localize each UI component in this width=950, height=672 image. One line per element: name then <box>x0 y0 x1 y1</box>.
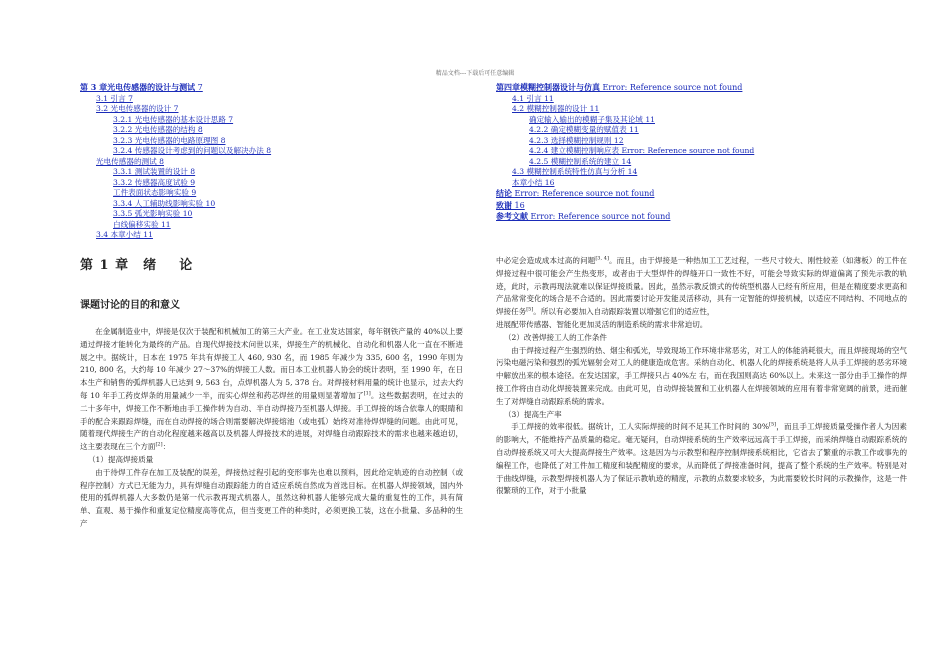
toc-entry[interactable]: 结论 Error: Reference source not found <box>496 188 655 198</box>
toc-entry[interactable]: 光电传感器的测试 8 <box>96 156 164 166</box>
toc-entry[interactable]: 3.4 本章小结 11 <box>96 230 153 239</box>
toc-entry[interactable]: 第 3 章光电传感器的设计与测试 7 <box>80 82 203 92</box>
paragraph: 由于待焊工件存在加工及装配的误差，焊接热过程引起的变形事先也难以预料，因此给定轨迹的自动控制（或程序控制）方式已无能为力，具有焊缝自动跟踪能力的自适应系统自然成为首选目标。在机器人焊接领域，国内外使用的弧焊机器人大多数仍是第一代示教再现式机器人，虽然这种机器人能够完成大量的重复性的工作，具有简单、直观、易于操作和重复定位精度高等优点，但当变更工件的种类时，必须更换工装，这在小批量、多品种的生产 <box>80 467 463 528</box>
toc-entry-title: 结论 <box>496 188 512 198</box>
subheading: （1）提高焊接质量 <box>88 454 154 464</box>
toc-entry[interactable]: 致谢 16 <box>496 199 525 210</box>
toc-entry[interactable]: 本章小结 16 <box>512 177 555 187</box>
toc-entry[interactable]: 3.2.2 光电传感器的结构 8 <box>113 125 203 134</box>
paragraph: 手工焊接的效率很低。据统计，工人实际焊接的时间不足其工作时间的 30%[5]，而且手工焊接质量受操作者人为因素的影响大，不能维持产品质量的稳定。毫无疑问，自动焊接系统的生产效率远远高于手工焊接，而采纳焊缝自动跟踪系统的自动焊接系统又可大大提高焊接生产效率。这是因为与示教型和程序控制焊接系统相比，它省去了繁重的示教工作或事先的编程工作，也降低了对工件加工精度和装配精度的要求，从而降低了焊接准备时间，提高了整个系统的生产效率。特别是对于曲线焊缝，示教型焊接机器人为了保证示教轨迹的精度，示教的点数要求较多，为此需要较长时间的示教操作，这是一件很繁琐的工作，对于小批量 <box>496 421 907 496</box>
toc-entry[interactable]: 3.2.1 光电传感器的基本设计思路 7 <box>113 114 234 124</box>
toc-entry[interactable]: 3.3.5 弧光影响实验 10 <box>113 209 193 218</box>
toc-entry[interactable]: 确定输入输出的模糊子集及其论域 11 <box>529 114 655 124</box>
toc-entry[interactable]: 3.3.1 测试装置的设计 8 <box>113 167 196 176</box>
toc-entry[interactable]: 4.2.3 选择模糊控制规则 12 <box>529 135 624 145</box>
toc-entry[interactable]: 工件表面状态影响实验 9 <box>113 188 197 197</box>
paragraph: 中必定会造成成本过高的问题[3, 4]。而且，由于焊接是一种热加工工艺过程，一些尺寸较大、刚性较差（如薄板）的工件在焊接过程中很可能会产生热变形，或者由于大型焊件的焊缝开口一致性不好，可能会导致实际的焊道偏离了预先示教的轨迹，此时，示教再现法就难以保证焊接质量。因此，虽然示教反馈式的传统型机器人已经有所应用，但是在精度要求更高和产品常常变化的场合是不合适的。因此需要讨论开发能灵活移动，具有一定智能的焊接机械，以适应不同结构、不同地点的焊接任务[5]。所以有必要加入自动跟踪装置以增强它们的适应性， <box>496 255 907 317</box>
citation: [5] <box>769 421 777 428</box>
toc-entry-title: 第四章模糊控制器设计与仿真 <box>496 82 600 92</box>
toc-right <box>496 82 906 223</box>
toc-entry[interactable]: 4.2.5 模糊控制系统的建立 14 <box>529 156 632 166</box>
page-watermark: 精品文档---下载后可任意编辑 <box>435 70 515 77</box>
toc-entry[interactable]: 4.3 模糊控制系统特性仿真与分析 14 <box>512 167 638 176</box>
toc-entry[interactable]: 参考文献 Error: Reference source not found <box>496 211 671 221</box>
toc-entry[interactable]: 3.3.4 人工辅助线影响实验 10 <box>113 198 216 208</box>
subheading: （3）提高生产率 <box>504 409 562 419</box>
toc-entry[interactable]: 白线偏移实验 11 <box>113 219 171 229</box>
toc-entry[interactable]: 3.1 引言 7 <box>96 93 133 103</box>
toc-entry[interactable]: 3.3.2 传感器高度试验 9 <box>113 177 196 187</box>
toc-entry[interactable]: 4.2.2 确定模糊变量的赋值表 11 <box>529 125 639 134</box>
toc-entry-title: 第 3 章光电传感器的设计与测试 <box>80 82 196 92</box>
paragraph: 进展配带传感器、智能化更加灵活的制造系统的需求非常迫切。 <box>496 319 708 329</box>
paragraph: 由于焊接过程产生强烈的热、烟尘和弧光，导致现场工作环境非常恶劣，对工人的体能消耗很大，而且焊接现场的空气污染电磁污染和强烈的弧光辐射会对工人的健康造成危害。采纳自动化、机器人化的焊接系统是将人从手工焊接的恶劣环境中解放出来的根本途径。在发达国家，手工焊接只占 40%左 右，而在我国则高达 60%以上。未来这一部分由手工操作的焊接工作将由自动化焊接装置来完成。由此可见，自动焊接装置和工业机器人在焊接领域的应用有着非常宽阔的前景，进而催生了对焊缝自动跟踪系统的需求。 <box>496 345 907 406</box>
toc-entry-title: 致谢 <box>496 199 512 210</box>
toc-entry[interactable]: 4.1 引言 11 <box>512 93 554 103</box>
toc-entry-title: 参考文献 <box>496 211 528 221</box>
toc-entry[interactable]: 第四章模糊控制器设计与仿真 Error: Reference source not found <box>496 82 743 92</box>
chapter-number: 第 1 章 <box>80 258 130 273</box>
citation: [5] <box>526 306 534 313</box>
body-right-column <box>496 255 907 498</box>
chapter-heading <box>80 254 193 273</box>
paragraph: 在金属制造业中，焊接是仅次于装配和机械加工的第三大产业。在工业发达国家，每年钢铁产量的 40%以上要通过焊接才能转化为最终的产品。自现代焊接技术问世以来，焊接生产的机械化、自动化和机器人化一直在不断进展之中。据统计，日本在 1975 年共有焊接工人 460, 930 名，而 1985 年减少为 335, 600 名，1990 年则为 210, 800 名，大约每 10 年减少 27～37%的焊接工人数。而日本工业机器人协会的统计表明，至 1990 年，在日本生产和销售的弧焊机器人已达到 9, 563 台，点焊机器人为 5, 378 台。对焊接材料用量的统计也显示，过去大约每 10 年手工药皮焊条的用量减少一半，而实心焊丝和药芯焊丝的用量则显著增加了[1]。这些数据表明，在过去的二十多年中，焊接工作不断地由手工操作转为自动、半自动焊接乃至机器人焊接。手工焊接的场合依靠人的眼睛和手的配合来跟踪焊缝，而在自动焊接的场合则需要解决焊接熔池（或电弧）始终对准待焊焊缝的问题。由此可见，随着现代焊接生产的自动化程度越来越高以及机器人焊接技术的进展，对焊缝自动跟踪技术的需求也越来越迫切，这主要表现在三个方面[2]： <box>80 327 463 452</box>
subheading: （2）改善焊接工人的工作条件 <box>504 332 607 342</box>
toc-entry[interactable]: 3.2.3 光电传感器的电路原理图 8 <box>113 135 226 145</box>
citation: [3, 4] <box>595 255 609 262</box>
toc-entry[interactable]: 4.2.4 建立模糊控制响应表 Error: Reference source not found <box>529 146 755 155</box>
citation: [2] <box>155 441 163 448</box>
toc-entry[interactable]: 4.2 模糊控制器的设计 11 <box>512 104 600 113</box>
body-left-column <box>80 326 463 531</box>
citation: [1] <box>363 390 371 397</box>
section-title: 课题讨论的目的和意义 <box>80 300 180 311</box>
toc-entry[interactable]: 3.2.4 传感器设计考虑到的问题以及解决办法 8 <box>113 146 272 155</box>
toc-entry[interactable]: 3.2 光电传感器的设计 7 <box>96 104 179 113</box>
chapter-title: 绪 论 <box>143 258 194 273</box>
toc-left <box>80 82 470 241</box>
